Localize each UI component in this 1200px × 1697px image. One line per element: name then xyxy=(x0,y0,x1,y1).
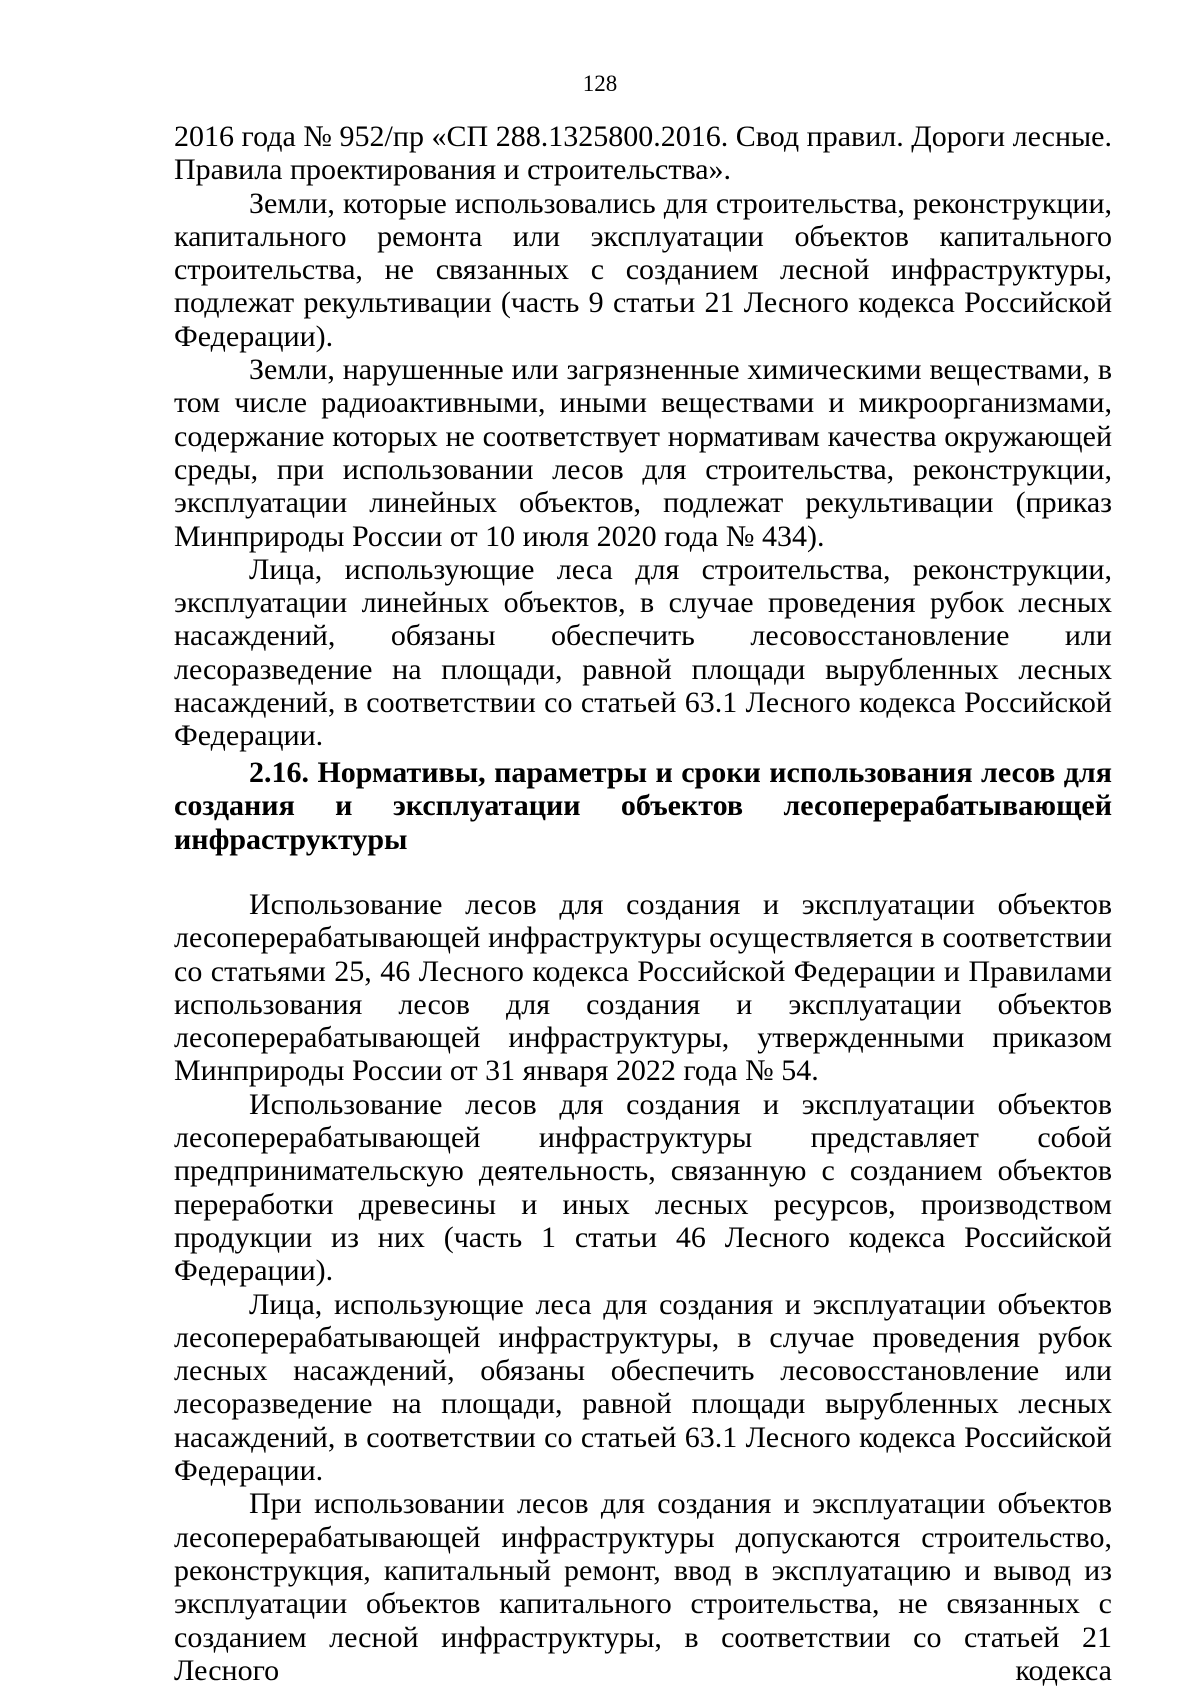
paragraph: Лица, использующие леса для строительства, реконструкции, эксплуатации линейных объектов, в случае проведения рубок лесных насаждений, обязаны обеспечить лесовосстановление или лесоразведение на площади, равной площади вырубленных лесных насаждений, в соответствии со статьей 63.1 Лесного кодекса Российской Федерации. xyxy=(174,552,1112,753)
paragraph: Лица, использующие леса для создания и эксплуатации объектов лесоперерабатывающей инфраструктуры, в случае проведения рубок лесных насаждений, обязаны обеспечить лесовосстановление или лесоразведение на площади, равной площади вырубленных лесных насаждений, в соответствии со статьей 63.1 Лесного кодекса Российской Федерации. xyxy=(174,1287,1112,1488)
paragraph-last: При использовании лесов для создания и эксплуатации объектов лесоперерабатывающей инфраструктуры допускаются строительство, реконструкция, капитальный ремонт, ввод в эксплуатацию и вывод из эксплуатации объектов капитального строительства, не связанных с созданием лесной инфраструктуры, в соответствии со статьей 21 Лесного кодекса xyxy=(174,1487,1112,1687)
section-heading-block xyxy=(174,756,1112,856)
text-block-section-body xyxy=(174,888,1112,1687)
page-number: 128 xyxy=(582,71,618,96)
paragraph: Использование лесов для создания и эксплуатации объектов лесоперерабатывающей инфраструктуры представляет собой предпринимательскую деятельность, связанную с созданием объектов переработки древесины и иных лесных ресурсов, производством продукции из них (часть 1 статьи 46 Лесного кодекса Российской Федерации). xyxy=(174,1087,1112,1288)
section-heading: 2.16. Нормативы, параметры и сроки использования лесов для создания и эксплуатации объектов лесоперерабатывающей инфраструктуры xyxy=(174,756,1112,856)
text-block-before-section xyxy=(174,120,1112,753)
paragraph: Земли, нарушенные или загрязненные химическими веществами, в том числе радиоактивными, иными веществами и микроорганизмами, содержание которых не соответствует нормативам качества окружающей среды, при использовании лесов для строительства, реконструкции, эксплуатации линейных объектов, подлежат рекультивации (приказ Минприроды России от 10 июля 2020 года № 434). xyxy=(174,353,1112,553)
paragraph: Использование лесов для создания и эксплуатации объектов лесоперерабатывающей инфраструктуры осуществляется в соответствии со статьями 25, 46 Лесного кодекса Российской Федерации и Правилами использования лесов для создания и эксплуатации объектов лесоперерабатывающей инфраструктуры, утвержденными приказом Минприроды России от 31 января 2022 года № 54. xyxy=(174,888,1112,1088)
paragraph: 2016 года № 952/пр «СП 288.1325800.2016. Свод правил. Дороги лесные. Правила проектирования и строительства». xyxy=(174,120,1112,187)
paragraph: Земли, которые использовались для строительства, реконструкции, капитального ремонта или эксплуатации объектов капитального строительства, не связанных с созданием лесной инфраструктуры, подлежат рекультивации (часть 9 статьи 21 Лесного кодекса Российской Федерации). xyxy=(174,186,1112,353)
